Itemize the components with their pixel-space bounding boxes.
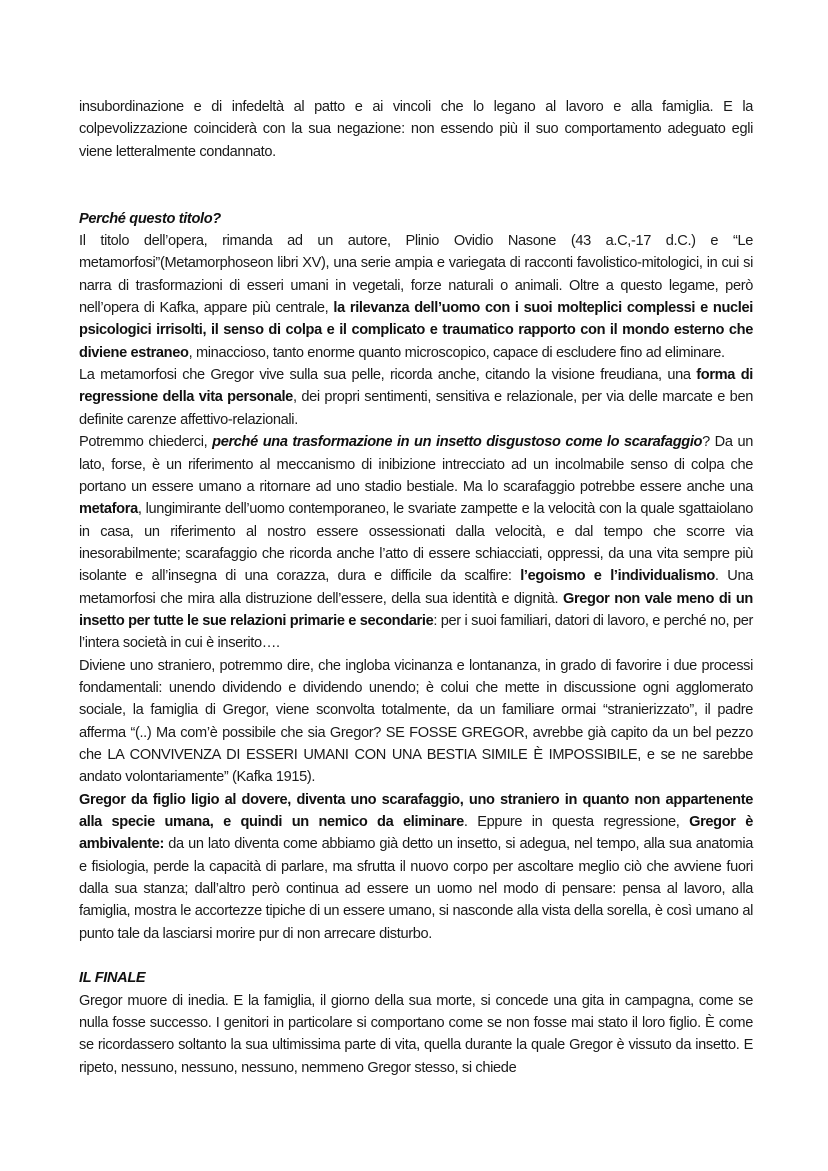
text-run: Il titolo dell’opera, rimanda ad un autore, Plinio Ovidio Nasone (43 a.C,-17 d.C.) e “Le metamorfosi”(Metamorphoseon libri XV), una serie ampia e variegata di racconti favolistico-mitologici, in cui si narra di trasformazioni di esseri umani in vegetali, forze naturali o animali. Oltre a questo legame, però nell’opera di Kafka, appare più centrale, xyxy=(79,233,753,317)
bold-italic-text-run: perché una trasformazione in un insetto disgustoso come lo scarafaggio xyxy=(212,434,703,451)
bold-text-run: Gregor da figlio ligio al dovere, diventa uno scarafaggio, uno straniero in quanto non appartenente alla specie umana, e quindi un nemico da eliminare xyxy=(79,791,753,830)
text-run: ? Da un lato, forse, è un riferimento al meccanismo di inibizione intrecciato ad un incolmabile senso di colpa che portano un essere umano a ritornare ad uno stadio bestiale. Ma lo scarafaggio potrebbe essere anche una xyxy=(79,434,753,495)
text-run: . Eppure in questa regressione, xyxy=(463,814,690,830)
spacer xyxy=(79,945,753,967)
section-heading-why-this-title: Perché questo titolo? xyxy=(79,210,221,227)
text-run: : per i suoi familiari, datori di lavoro, e perché no, per l’intera società in cui è inserito…. xyxy=(79,612,754,652)
section-heading-finale: IL FINALE xyxy=(79,970,146,987)
text-run: , minaccioso, tanto enorme quanto microscopico, capace di escludere fino ad eliminare. xyxy=(188,344,725,361)
text-run: da un lato diventa come abbiamo già detto un insetto, si adegua, nel tempo, alla sua anatomia e fisiologia, perde la capacità di parlare, ma sfrutta il nuovo corpo per ascoltare meglio ciò che avviene fuori dalla sua stanza; dall’altro però continua ad essere un uomo nel modo di pensare: pensa al lavoro, alla famiglia, mostra le accortezze tipiche di un essere umano, si nasconde alla vista della sorella, è così umano al punto tale da lasciarsi morire pur di non arrecare disturbo. xyxy=(79,836,753,942)
bold-text-run: metafora xyxy=(79,501,138,518)
text-run: , lungimirante dell’uomo contemporaneo, le svariate zampette e la velocità con la quale sgattaiolano in casa, un riferimento al nostro essere ossessionati dalla velocità, e dal tempo che scorre via inesorabilmente; scarafaggio che ricorda anche l’atto di essere schiacciati, oppressi, da una vita sempre più isolante e all’insegna di una corazza, dura e difficile da scalfire: xyxy=(79,501,753,585)
bold-text-run: la rilevanza dell’uomo con i suoi molteplici complessi e nuclei psicologici irrisolti, il senso di colpa e il complicato e traumatico rapporto con il mondo esterno che diviene estraneo xyxy=(79,300,753,361)
section-finale xyxy=(79,967,753,1079)
intro-paragraph: insubordinazione e di infedeltà al patto e ai vincoli che lo legano al lavoro e alla famiglia. E la colpevolizzazione coinciderà con la sua negazione: non essendo più il suo comportamento adeguato egli viene letteralmente condannato. xyxy=(79,99,753,160)
paragraph-cockroach-metaphor xyxy=(79,431,753,654)
paragraph-finale: Gregor muore di inedia. E la famiglia, il giorno della sua morte, si concede una gita in campagna, come se nulla fosse successo. I genitori in particolare si comportano come se non fosse mai stato il loro figlio. È come se ricordassero soltanto la sua ultimissima parte di vita, quella durante la quale Gregor è vissuto da insetto. E ripeto, nessuno, nessuno, nessuno, nemmeno Gregor stesso, si chiede xyxy=(79,992,753,1076)
text-run: La metamorfosi che Gregor vive sulla sua pelle, ricorda anche, citando la visione freudiana, una xyxy=(79,367,697,384)
paragraph-stranger: Diviene uno straniero, potremmo dire, che ingloba vicinanza e lontananza, in grado di favorire i due processi fondamentali: unendo dividendo e dividendo unendo; è colui che mette in discussione ogni agglomerato sociale, la famiglia di Gregor, viene sconvolta totalmente, da un familiare ormai “stranierizzato”, il padre afferma “(..) Ma com’è possibile che sia Gregor? SE FOSSE GREGOR, avrebbe già capito da un bel pezzo che LA CONVIVENZA DI ESSERI UMANI CON UNA BESTIA SIMILE È IMPOSSIBILE, e se ne sarebbe andato volontariamente” (Kafka 1915). xyxy=(79,657,753,786)
spacer xyxy=(79,163,753,208)
paragraph-ambivalence xyxy=(79,789,753,945)
section-why-this-title xyxy=(79,208,753,945)
bold-text-run: Gregor non vale meno di un insetto per tutte le sue relazioni primarie e secondarie xyxy=(79,590,753,629)
bold-text-run: Gregor è ambivalente: xyxy=(79,814,754,853)
text-run: Potremmo chiederci, xyxy=(79,434,213,451)
bold-text-run: forma di regressione della vita personale xyxy=(79,367,753,406)
text-run: . Una metamorfosi che mira alla distruzione dell’essere, della sua identità e dignità. xyxy=(79,568,753,607)
bold-text-run: l’egoismo e l’individualismo xyxy=(520,568,715,585)
paragraph-freudian-regression xyxy=(79,364,753,431)
paragraph-title-origin xyxy=(79,230,753,364)
text-run: , dei propri sentimenti, sensitiva e relazionale, per via delle marcate e ben definite carenze affettivo-relazionali. xyxy=(79,389,753,428)
document-page xyxy=(79,96,753,1079)
